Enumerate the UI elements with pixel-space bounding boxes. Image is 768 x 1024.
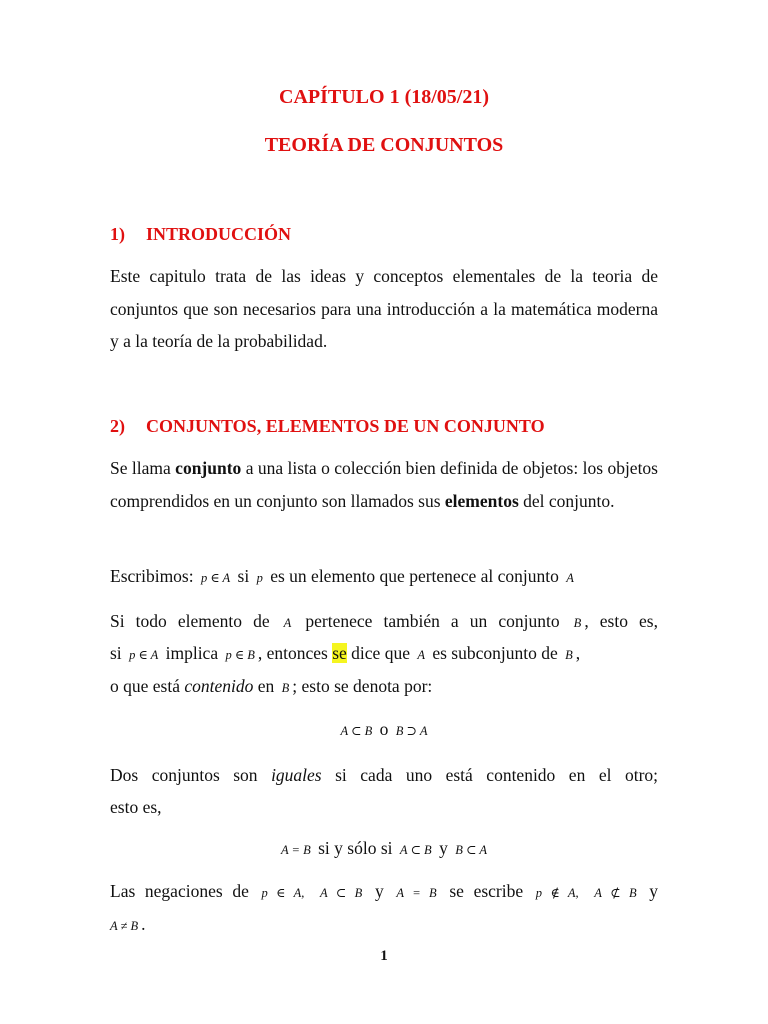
formula: B xyxy=(565,648,573,662)
negation-paragraph-line-1 xyxy=(110,881,658,902)
section-1-title: INTRODUCCIÓN xyxy=(146,224,292,244)
section-1-paragraph: Este capitulo trata de las ideas y conceptos elementales de la teoria de conjuntos que son necesarios para una introducción a la matemática moderna y a la teoría de la probabilidad. xyxy=(110,266,658,351)
formula: p ∉ A, xyxy=(535,886,579,900)
formula: A = B xyxy=(396,886,437,900)
formula: A ≠ B xyxy=(110,919,139,933)
term-elementos: elementos xyxy=(444,490,519,511)
text-run: si cada uno está contenido en el otro; xyxy=(321,765,659,785)
formula: A xyxy=(283,616,292,630)
equality-paragraph-line-2: esto es, xyxy=(110,797,162,817)
formula: p xyxy=(256,571,263,585)
formula: A ⊄ B xyxy=(594,886,637,900)
text-run: del conjunto. xyxy=(518,490,615,511)
emphasis-iguales: iguales xyxy=(271,765,322,785)
formula: A xyxy=(417,648,425,662)
text-run: ; esto se denota por: xyxy=(292,676,433,696)
emphasis-contenido: contenido xyxy=(184,676,254,696)
text-run: Dos conjuntos son xyxy=(110,765,272,785)
formula: A ⊂ B xyxy=(399,843,432,857)
negation-paragraph-line-2 xyxy=(110,914,658,935)
text-run: Se llama xyxy=(110,458,176,478)
text-run: , esto es, xyxy=(584,611,658,631)
text-run: o xyxy=(379,719,389,739)
term-conjunto: conjunto xyxy=(175,458,242,478)
chapter-topic: TEORÍA DE CONJUNTOS xyxy=(264,134,504,156)
chapter-title: CAPÍTULO 1 (18/05/21) xyxy=(279,86,489,108)
subset-paragraph-line-3 xyxy=(110,676,658,697)
formula: A = B xyxy=(281,843,311,857)
text-run: y xyxy=(649,881,659,901)
equality-equation xyxy=(0,838,768,859)
section-2-title: CONJUNTOS, ELEMENTOS DE UN CONJUNTO xyxy=(146,416,545,436)
formula: p ∈ A xyxy=(129,648,159,662)
formula: p ∈ A, xyxy=(261,886,305,900)
page-number: 1 xyxy=(380,948,388,964)
formula: A xyxy=(566,571,574,585)
subset-paragraph-line-1 xyxy=(110,611,658,632)
definition-paragraph xyxy=(110,452,658,517)
text-run: Escribimos: xyxy=(110,566,198,586)
formula: p ∈ A xyxy=(200,571,231,585)
subset-paragraph-line-2 xyxy=(110,643,658,664)
text-run: pertenece también a un conjunto xyxy=(294,611,571,631)
text-run: se escribe xyxy=(449,881,524,901)
text-run: y xyxy=(374,881,384,901)
text-run: es un elemento que pertenece al conjunto xyxy=(265,566,564,586)
section-1-number: 1) xyxy=(110,224,125,244)
formula: p ∈ B xyxy=(225,648,255,662)
formula: B ⊂ A xyxy=(455,843,487,857)
formula: A ⊂ B xyxy=(340,724,373,738)
text-run: Si todo elemento de xyxy=(110,611,281,631)
formula: A ⊂ B xyxy=(320,886,363,900)
equality-paragraph-line-1 xyxy=(110,765,658,786)
text-run: es subconjunto de xyxy=(427,643,563,663)
text-run: . xyxy=(141,914,146,934)
text-run: a una lista o colección bien definida de objetos: los objetos comprendidos en un conjunto son llamados sus xyxy=(110,458,658,511)
section-1-heading xyxy=(110,224,291,245)
text-run: dice que xyxy=(346,643,415,663)
text-run: , entonces xyxy=(257,643,333,663)
text-run: y xyxy=(439,838,448,858)
text-run: si y sólo si xyxy=(318,838,393,858)
text-run: o que está xyxy=(110,676,185,696)
text-run: si xyxy=(233,566,254,586)
text-run: , xyxy=(575,643,581,663)
membership-paragraph xyxy=(110,566,658,587)
text-run: en xyxy=(253,676,279,696)
section-2-heading xyxy=(110,416,545,437)
highlighted-word: se xyxy=(332,643,347,663)
text-run: si xyxy=(110,643,127,663)
formula: B xyxy=(281,681,290,695)
text-run: Las negaciones de xyxy=(110,881,249,901)
subset-equation xyxy=(0,719,768,740)
section-2-number: 2) xyxy=(110,416,125,436)
formula: B xyxy=(573,616,582,630)
formula: B ⊃ A xyxy=(395,724,428,738)
text-run: implica xyxy=(161,643,223,663)
